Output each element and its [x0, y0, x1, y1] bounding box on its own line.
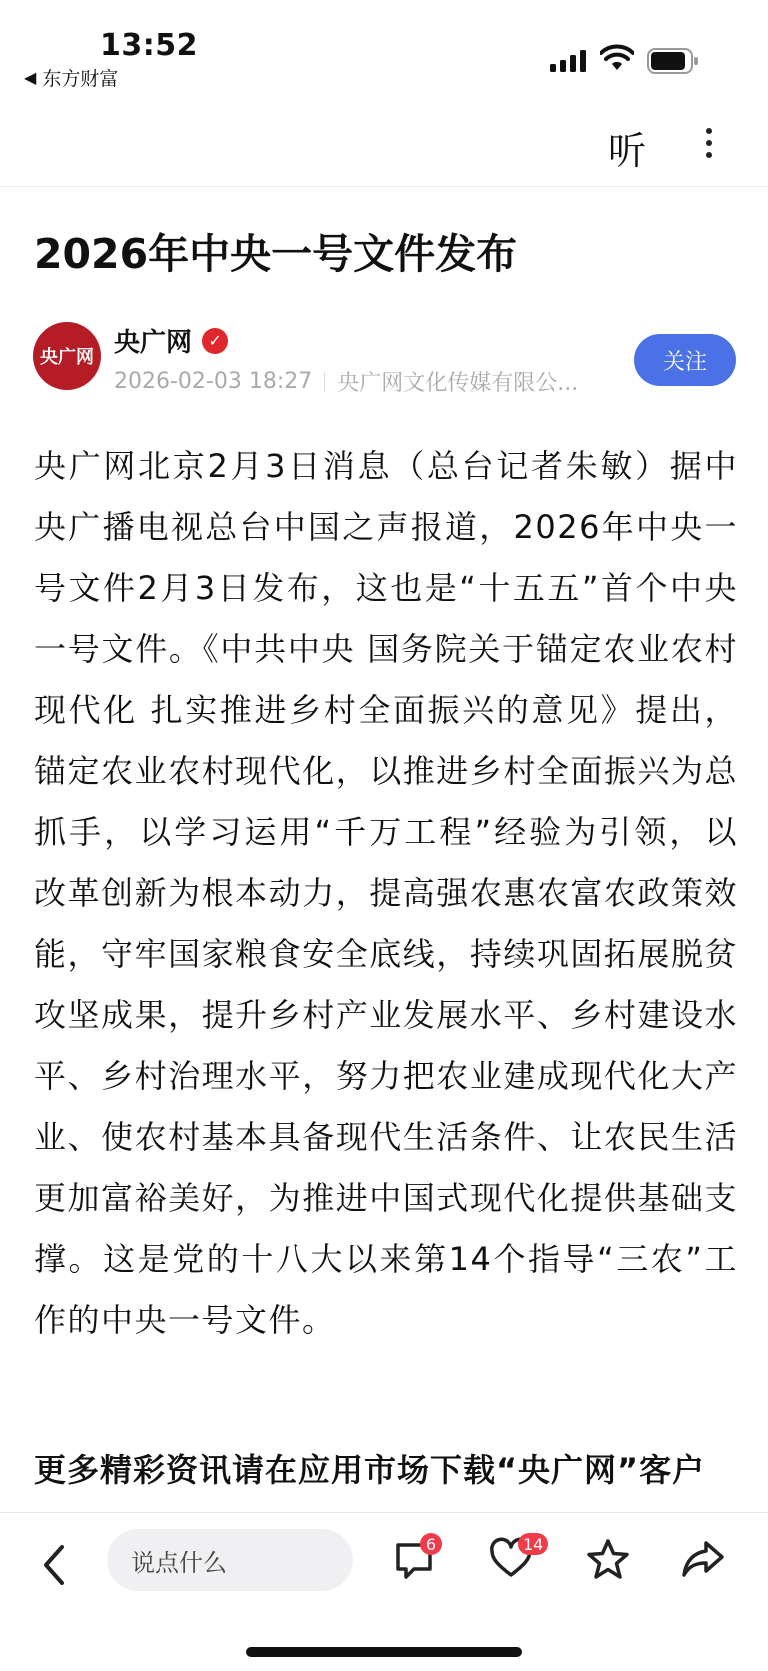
like-count-badge: 14 — [518, 1533, 548, 1555]
comment-button[interactable] — [392, 1534, 442, 1587]
more-vertical-icon[interactable] — [696, 122, 722, 166]
like-button[interactable] — [488, 1534, 544, 1587]
share-button[interactable] — [680, 1537, 730, 1587]
battery-icon — [647, 48, 699, 74]
source-name: 央广网文化传媒有限公... — [337, 371, 579, 396]
favorite-button[interactable] — [585, 1537, 635, 1587]
back-arrow-icon[interactable] — [36, 1541, 72, 1589]
back-to-app-link[interactable] — [24, 64, 118, 91]
article-title: 2026年中央一号文件发布 — [34, 230, 518, 278]
signal-icon — [550, 50, 588, 72]
bottom-action-bar — [0, 1512, 768, 1671]
meta-divider — [324, 372, 325, 392]
back-triangle-icon: ◀ — [24, 68, 37, 87]
star-icon — [585, 1537, 631, 1583]
status-bar — [0, 0, 768, 100]
author-avatar[interactable]: 央广网 — [33, 322, 101, 390]
author-row[interactable] — [114, 322, 228, 359]
share-icon — [680, 1537, 726, 1583]
article-header — [0, 100, 768, 187]
author-name: 央广网 — [114, 328, 193, 358]
listen-button[interactable]: 听 — [608, 129, 647, 173]
wifi-icon — [600, 44, 634, 72]
publish-datetime: 2026-02-03 18:27 — [114, 369, 313, 394]
article-meta — [114, 366, 624, 397]
footer-note: 更多精彩资讯请在应用市场下载“央广网”客户 — [34, 1451, 706, 1489]
back-app-label: 东方财富 — [42, 68, 119, 90]
home-indicator — [246, 1647, 522, 1657]
comment-count-badge: 6 — [420, 1533, 442, 1555]
article-body: 央广网北京2月3日消息（总台记者朱敏）据中央广播电视总台中国之声报道，2026年中央一号文件2月3日发布，这也是“十五五”首个中央一号文件。《中共中央 国务院关于锚定农业农村现代化 扎实推进乡村全面振兴的意见》提出，锚定农业农村现代化，以推进乡村全面振兴为总抓手，以学习运用“千万工程”经验为引领，以改革创新为根本动力，提高强农惠农富农政策效能，守牢国家粮食安全底线，持续巩固拓展脱贫攻坚成果，提升乡村产业发展水平、乡村建设水平、乡村治理水平，努力把农业建成现代化大产业、使农村基本具备现代生活条件、让农民生活更加富裕美好，为推进中国式现代化提供基础支撑。这是党的十八大以来第14个指导“三农”工作的中央一号文件。 — [34, 447, 738, 1339]
verified-v-icon: ✓ — [202, 328, 228, 354]
follow-button[interactable]: 关注 — [634, 334, 736, 386]
comment-input[interactable]: 说点什么 — [107, 1529, 353, 1591]
status-time: 13:52 — [100, 28, 198, 63]
